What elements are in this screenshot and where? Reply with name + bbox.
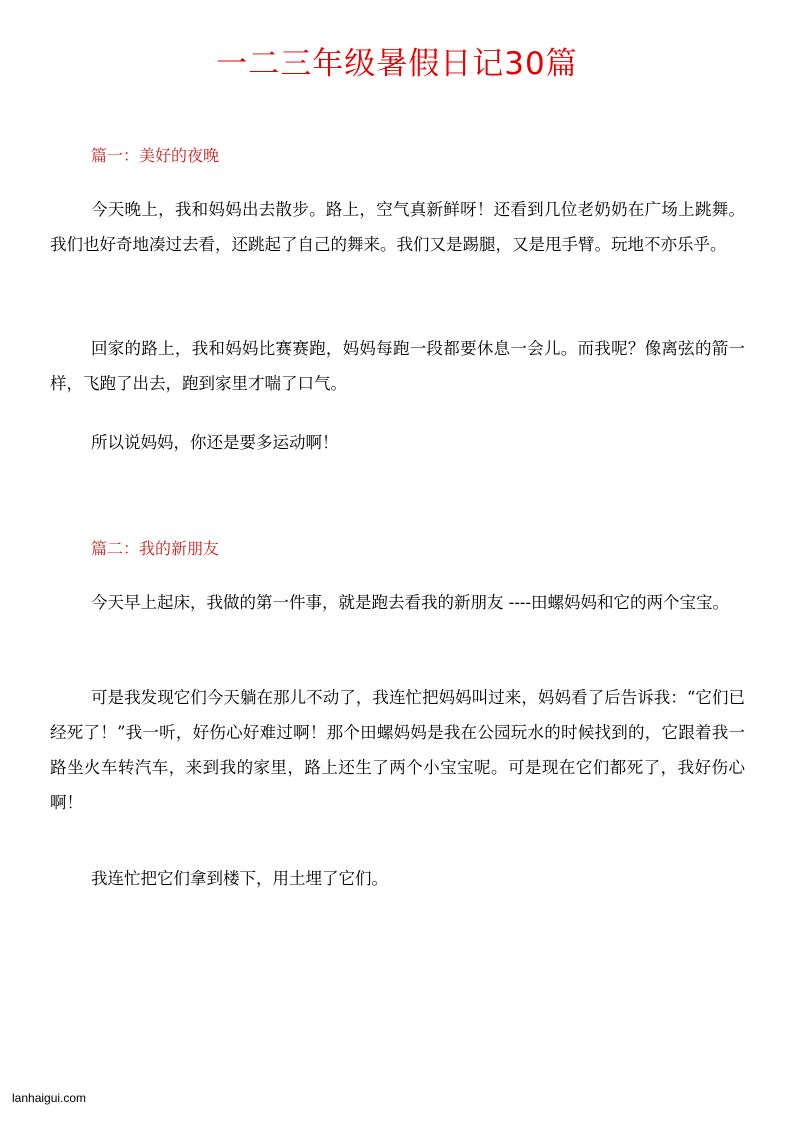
entry-1-paragraph-3: 所以说妈妈，你还是要多运动啊！ (91, 433, 339, 452)
footer-site: lanhaigui.com (12, 1091, 87, 1105)
entry-1-heading: 篇一：美好的夜晚 (91, 146, 220, 165)
page-title: 一二三年级暑假日记30篇 (216, 46, 578, 82)
entry-2-paragraph-3: 我连忙把它们拿到楼下，用土埋了它们。 (91, 869, 388, 888)
entry-1-paragraph-1: 今天晚上，我和妈妈出去散步。路上，空气真新鲜呀！还看到几位老奶奶在广场上跳舞。我们也好奇地凑过去看，还跳起了自己的舞来。我们又是踢腿，又是甩手臂。玩地不亦乐乎。 (50, 200, 745, 254)
entry-1-paragraph-2: 回家的路上，我和妈妈比赛赛跑，妈妈每跑一段都要休息一会儿。而我呢？像离弦的箭一样，飞跑了出去，跑到家里才喘了口气。 (50, 339, 745, 393)
entry-2-heading: 篇二：我的新朋友 (91, 539, 220, 558)
entry-2-paragraph-1: 今天早上起床，我做的第一件事，就是跑去看我的新朋友 ----田螺妈妈和它的两个宝宝。 (91, 593, 730, 612)
entry-2-paragraph-2: 可是我发现它们今天躺在那儿不动了，我连忙把妈妈叫过来，妈妈看了后告诉我：“它们已经死了！”我一听，好伤心好难过啊！那个田螺妈妈是我在公园玩水的时候找到的，它跟着我一路坐火车转汽车，来到我的家里，路上还生了两个小宝宝呢。可是现在它们都死了，我好伤心啊！ (50, 688, 745, 812)
